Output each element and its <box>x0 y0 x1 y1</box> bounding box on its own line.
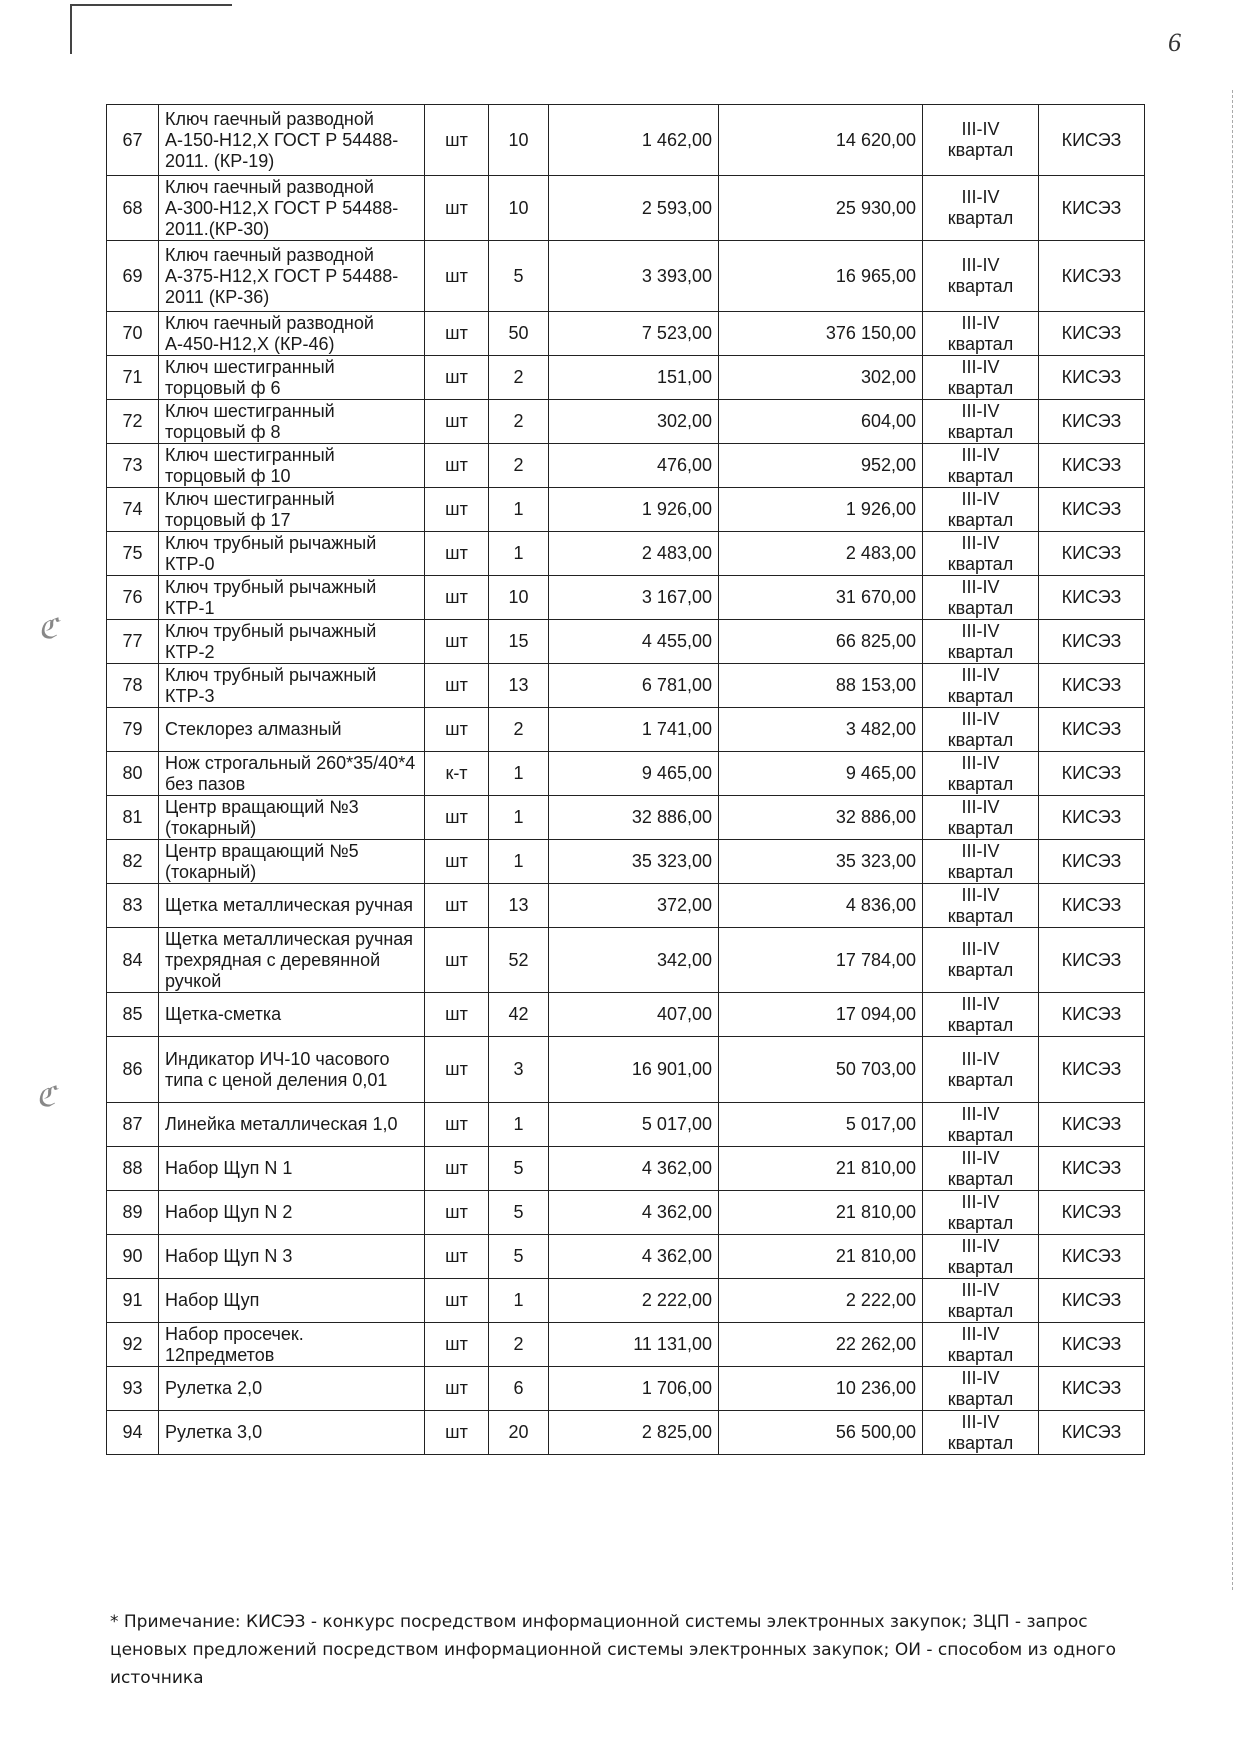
procurement-method: КИСЭЗ <box>1039 1191 1145 1235</box>
total-amount: 35 323,00 <box>719 840 923 884</box>
unit-price: 151,00 <box>549 356 719 400</box>
unit-of-measure: шт <box>425 176 489 241</box>
unit-price: 2 825,00 <box>549 1411 719 1455</box>
unit-price: 372,00 <box>549 884 719 928</box>
table-row <box>107 356 1145 400</box>
item-name: Рулетка 3,0 <box>159 1411 425 1455</box>
row-number: 90 <box>107 1235 159 1279</box>
item-name: Ключ гаечный разводной А-450-Н12,Х (КР-46) <box>159 312 425 356</box>
unit-of-measure: шт <box>425 1147 489 1191</box>
procurement-method: КИСЭЗ <box>1039 1235 1145 1279</box>
unit-price: 4 362,00 <box>549 1191 719 1235</box>
unit-of-measure: шт <box>425 620 489 664</box>
delivery-period: III-IV квартал <box>923 1411 1039 1455</box>
table-row <box>107 664 1145 708</box>
delivery-period: III-IV квартал <box>923 1191 1039 1235</box>
unit-price: 7 523,00 <box>549 312 719 356</box>
quantity: 2 <box>489 1323 549 1367</box>
unit-price: 1 462,00 <box>549 105 719 176</box>
procurement-method: КИСЭЗ <box>1039 241 1145 312</box>
unit-of-measure: шт <box>425 444 489 488</box>
row-number: 91 <box>107 1279 159 1323</box>
table-row <box>107 884 1145 928</box>
unit-of-measure: шт <box>425 796 489 840</box>
procurement-method: КИСЭЗ <box>1039 576 1145 620</box>
quantity: 20 <box>489 1411 549 1455</box>
total-amount: 3 482,00 <box>719 708 923 752</box>
table-row <box>107 1411 1145 1455</box>
quantity: 52 <box>489 928 549 993</box>
unit-price: 3 167,00 <box>549 576 719 620</box>
items-table <box>106 104 1145 1455</box>
item-name: Ключ трубный рычажный КТР-1 <box>159 576 425 620</box>
table-row <box>107 105 1145 176</box>
row-number: 73 <box>107 444 159 488</box>
scan-mark-upper: ℭ <box>38 614 58 645</box>
unit-price: 35 323,00 <box>549 840 719 884</box>
row-number: 76 <box>107 576 159 620</box>
total-amount: 1 926,00 <box>719 488 923 532</box>
total-amount: 22 262,00 <box>719 1323 923 1367</box>
quantity: 1 <box>489 488 549 532</box>
unit-of-measure: шт <box>425 884 489 928</box>
unit-of-measure: шт <box>425 928 489 993</box>
delivery-period: III-IV квартал <box>923 1235 1039 1279</box>
item-name: Стеклорез алмазный <box>159 708 425 752</box>
item-name: Набор Щуп N 2 <box>159 1191 425 1235</box>
table-row <box>107 1235 1145 1279</box>
unit-of-measure: шт <box>425 1037 489 1103</box>
quantity: 13 <box>489 664 549 708</box>
item-name: Ключ трубный рычажный КТР-0 <box>159 532 425 576</box>
delivery-period: III-IV квартал <box>923 928 1039 993</box>
item-name: Линейка металлическая 1,0 <box>159 1103 425 1147</box>
item-name: Щетка металлическая ручная <box>159 884 425 928</box>
row-number: 82 <box>107 840 159 884</box>
total-amount: 14 620,00 <box>719 105 923 176</box>
total-amount: 21 810,00 <box>719 1191 923 1235</box>
quantity: 10 <box>489 176 549 241</box>
item-name: Рулетка 2,0 <box>159 1367 425 1411</box>
table-row <box>107 1367 1145 1411</box>
table-row <box>107 752 1145 796</box>
unit-of-measure: шт <box>425 576 489 620</box>
row-number: 69 <box>107 241 159 312</box>
unit-price: 3 393,00 <box>549 241 719 312</box>
quantity: 15 <box>489 620 549 664</box>
total-amount: 2 483,00 <box>719 532 923 576</box>
total-amount: 604,00 <box>719 400 923 444</box>
quantity: 1 <box>489 1103 549 1147</box>
delivery-period: III-IV квартал <box>923 708 1039 752</box>
unit-price: 4 362,00 <box>549 1235 719 1279</box>
table-row <box>107 1323 1145 1367</box>
delivery-period: III-IV квартал <box>923 1037 1039 1103</box>
row-number: 71 <box>107 356 159 400</box>
row-number: 87 <box>107 1103 159 1147</box>
procurement-method: КИСЭЗ <box>1039 1411 1145 1455</box>
row-number: 75 <box>107 532 159 576</box>
row-number: 88 <box>107 1147 159 1191</box>
item-name: Ключ шестигранный торцовый ф 17 <box>159 488 425 532</box>
delivery-period: III-IV квартал <box>923 532 1039 576</box>
delivery-period: III-IV квартал <box>923 356 1039 400</box>
total-amount: 16 965,00 <box>719 241 923 312</box>
unit-of-measure: шт <box>425 1235 489 1279</box>
row-number: 70 <box>107 312 159 356</box>
unit-of-measure: шт <box>425 993 489 1037</box>
total-amount: 21 810,00 <box>719 1235 923 1279</box>
total-amount: 2 222,00 <box>719 1279 923 1323</box>
delivery-period: III-IV квартал <box>923 993 1039 1037</box>
total-amount: 21 810,00 <box>719 1147 923 1191</box>
total-amount: 50 703,00 <box>719 1037 923 1103</box>
unit-price: 2 222,00 <box>549 1279 719 1323</box>
quantity: 1 <box>489 532 549 576</box>
delivery-period: III-IV квартал <box>923 1323 1039 1367</box>
total-amount: 32 886,00 <box>719 796 923 840</box>
table-row <box>107 1037 1145 1103</box>
footnote: * Примечание: КИСЭЗ - конкурс посредством информационной системы электронных закупок; ЗЦП - запрос ценовых предложений посредством информационной системы электронных закупок; ОИ - способом из одного источника <box>110 1612 1117 1688</box>
row-number: 83 <box>107 884 159 928</box>
item-name: Ключ трубный рычажный КТР-2 <box>159 620 425 664</box>
procurement-method: КИСЭЗ <box>1039 664 1145 708</box>
item-name: Ключ гаечный разводной А-150-Н12,Х ГОСТ Р 54488-2011. (КР-19) <box>159 105 425 176</box>
table-row <box>107 532 1145 576</box>
item-name: Ключ шестигранный торцовый ф 6 <box>159 356 425 400</box>
quantity: 5 <box>489 1191 549 1235</box>
unit-price: 476,00 <box>549 444 719 488</box>
delivery-period: III-IV квартал <box>923 884 1039 928</box>
unit-of-measure: шт <box>425 1367 489 1411</box>
procurement-method: КИСЭЗ <box>1039 176 1145 241</box>
total-amount: 10 236,00 <box>719 1367 923 1411</box>
row-number: 89 <box>107 1191 159 1235</box>
unit-of-measure: шт <box>425 241 489 312</box>
total-amount: 17 784,00 <box>719 928 923 993</box>
item-name: Щетка металлическая ручная трехрядная с деревянной ручкой <box>159 928 425 993</box>
table-row <box>107 1279 1145 1323</box>
quantity: 1 <box>489 1279 549 1323</box>
row-number: 72 <box>107 400 159 444</box>
scan-corner-mark <box>70 4 232 54</box>
unit-price: 11 131,00 <box>549 1323 719 1367</box>
procurement-method: КИСЭЗ <box>1039 444 1145 488</box>
unit-of-measure: шт <box>425 664 489 708</box>
unit-price: 4 455,00 <box>549 620 719 664</box>
procurement-method: КИСЭЗ <box>1039 400 1145 444</box>
quantity: 1 <box>489 752 549 796</box>
item-name: Набор просечек. 12предметов <box>159 1323 425 1367</box>
delivery-period: III-IV квартал <box>923 105 1039 176</box>
unit-of-measure: шт <box>425 708 489 752</box>
quantity: 1 <box>489 796 549 840</box>
total-amount: 376 150,00 <box>719 312 923 356</box>
total-amount: 66 825,00 <box>719 620 923 664</box>
procurement-method: КИСЭЗ <box>1039 105 1145 176</box>
delivery-period: III-IV квартал <box>923 664 1039 708</box>
table-row <box>107 176 1145 241</box>
table-row <box>107 488 1145 532</box>
table-row <box>107 840 1145 884</box>
unit-of-measure: шт <box>425 1279 489 1323</box>
row-number: 78 <box>107 664 159 708</box>
unit-price: 407,00 <box>549 993 719 1037</box>
unit-price: 16 901,00 <box>549 1037 719 1103</box>
quantity: 5 <box>489 1147 549 1191</box>
unit-price: 6 781,00 <box>549 664 719 708</box>
table-row <box>107 993 1145 1037</box>
total-amount: 9 465,00 <box>719 752 923 796</box>
unit-price: 1 741,00 <box>549 708 719 752</box>
procurement-method: КИСЭЗ <box>1039 312 1145 356</box>
total-amount: 17 094,00 <box>719 993 923 1037</box>
procurement-method: КИСЭЗ <box>1039 796 1145 840</box>
procurement-method: КИСЭЗ <box>1039 1279 1145 1323</box>
procurement-method: КИСЭЗ <box>1039 1147 1145 1191</box>
row-number: 68 <box>107 176 159 241</box>
procurement-method: КИСЭЗ <box>1039 356 1145 400</box>
quantity: 2 <box>489 708 549 752</box>
procurement-method: КИСЭЗ <box>1039 1103 1145 1147</box>
unit-price: 5 017,00 <box>549 1103 719 1147</box>
item-name: Набор Щуп N 3 <box>159 1235 425 1279</box>
unit-price: 2 593,00 <box>549 176 719 241</box>
scan-edge-line <box>1232 90 1233 1590</box>
unit-of-measure: шт <box>425 312 489 356</box>
table-row <box>107 1103 1145 1147</box>
row-number: 80 <box>107 752 159 796</box>
total-amount: 31 670,00 <box>719 576 923 620</box>
procurement-method: КИСЭЗ <box>1039 620 1145 664</box>
procurement-method: КИСЭЗ <box>1039 1323 1145 1367</box>
unit-of-measure: шт <box>425 1411 489 1455</box>
unit-price: 1 706,00 <box>549 1367 719 1411</box>
total-amount: 302,00 <box>719 356 923 400</box>
unit-price: 302,00 <box>549 400 719 444</box>
unit-of-measure: шт <box>425 532 489 576</box>
table-row <box>107 1191 1145 1235</box>
procurement-method: КИСЭЗ <box>1039 840 1145 884</box>
item-name: Ключ шестигранный торцовый ф 10 <box>159 444 425 488</box>
quantity: 13 <box>489 884 549 928</box>
table-row <box>107 620 1145 664</box>
quantity: 6 <box>489 1367 549 1411</box>
item-name: Нож строгальный 260*35/40*4 без пазов <box>159 752 425 796</box>
item-name: Ключ гаечный разводной А-300-Н12,Х ГОСТ Р 54488-2011.(КР-30) <box>159 176 425 241</box>
total-amount: 25 930,00 <box>719 176 923 241</box>
unit-price: 9 465,00 <box>549 752 719 796</box>
table-row <box>107 708 1145 752</box>
delivery-period: III-IV квартал <box>923 176 1039 241</box>
delivery-period: III-IV квартал <box>923 576 1039 620</box>
row-number: 77 <box>107 620 159 664</box>
item-name: Ключ шестигранный торцовый ф 8 <box>159 400 425 444</box>
procurement-method: КИСЭЗ <box>1039 1367 1145 1411</box>
procurement-method: КИСЭЗ <box>1039 1037 1145 1103</box>
table-row <box>107 928 1145 993</box>
table-row <box>107 796 1145 840</box>
row-number: 94 <box>107 1411 159 1455</box>
row-number: 85 <box>107 993 159 1037</box>
quantity: 2 <box>489 356 549 400</box>
delivery-period: III-IV квартал <box>923 400 1039 444</box>
unit-price: 4 362,00 <box>549 1147 719 1191</box>
unit-price: 2 483,00 <box>549 532 719 576</box>
unit-of-measure: шт <box>425 356 489 400</box>
quantity: 2 <box>489 400 549 444</box>
unit-of-measure: к-т <box>425 752 489 796</box>
delivery-period: III-IV квартал <box>923 488 1039 532</box>
unit-of-measure: шт <box>425 488 489 532</box>
row-number: 93 <box>107 1367 159 1411</box>
row-number: 79 <box>107 708 159 752</box>
unit-of-measure: шт <box>425 400 489 444</box>
delivery-period: III-IV квартал <box>923 1147 1039 1191</box>
total-amount: 56 500,00 <box>719 1411 923 1455</box>
delivery-period: III-IV квартал <box>923 1103 1039 1147</box>
delivery-period: III-IV квартал <box>923 1279 1039 1323</box>
quantity: 5 <box>489 241 549 312</box>
item-name: Центр вращающий №5 (токарный) <box>159 840 425 884</box>
table-row <box>107 576 1145 620</box>
quantity: 3 <box>489 1037 549 1103</box>
item-name: Набор Щуп N 1 <box>159 1147 425 1191</box>
procurement-method: КИСЭЗ <box>1039 993 1145 1037</box>
procurement-method: КИСЭЗ <box>1039 752 1145 796</box>
scan-mark-lower: ℭ <box>36 1082 56 1113</box>
delivery-period: III-IV квартал <box>923 241 1039 312</box>
unit-of-measure: шт <box>425 1323 489 1367</box>
delivery-period: III-IV квартал <box>923 1367 1039 1411</box>
unit-of-measure: шт <box>425 840 489 884</box>
item-name: Щетка-сметка <box>159 993 425 1037</box>
unit-price: 1 926,00 <box>549 488 719 532</box>
row-number: 81 <box>107 796 159 840</box>
quantity: 5 <box>489 1235 549 1279</box>
item-name: Ключ трубный рычажный КТР-3 <box>159 664 425 708</box>
procurement-method: КИСЭЗ <box>1039 884 1145 928</box>
item-name: Индикатор ИЧ-10 часового типа с ценой деления 0,01 <box>159 1037 425 1103</box>
delivery-period: III-IV квартал <box>923 620 1039 664</box>
quantity: 1 <box>489 840 549 884</box>
table-row <box>107 241 1145 312</box>
quantity: 2 <box>489 444 549 488</box>
item-name: Ключ гаечный разводной А-375-Н12,Х ГОСТ Р 54488-2011 (КР-36) <box>159 241 425 312</box>
total-amount: 952,00 <box>719 444 923 488</box>
procurement-method: КИСЭЗ <box>1039 532 1145 576</box>
items-table-body <box>107 105 1145 1455</box>
delivery-period: III-IV квартал <box>923 752 1039 796</box>
delivery-period: III-IV квартал <box>923 444 1039 488</box>
delivery-period: III-IV квартал <box>923 312 1039 356</box>
unit-of-measure: шт <box>425 1191 489 1235</box>
table-row <box>107 400 1145 444</box>
table-row <box>107 312 1145 356</box>
total-amount: 5 017,00 <box>719 1103 923 1147</box>
procurement-method: КИСЭЗ <box>1039 928 1145 993</box>
quantity: 10 <box>489 576 549 620</box>
item-name: Центр вращающий №3 (токарный) <box>159 796 425 840</box>
row-number: 86 <box>107 1037 159 1103</box>
quantity: 10 <box>489 105 549 176</box>
unit-of-measure: шт <box>425 105 489 176</box>
procurement-method: КИСЭЗ <box>1039 708 1145 752</box>
delivery-period: III-IV квартал <box>923 796 1039 840</box>
table-row <box>107 444 1145 488</box>
procurement-method: КИСЭЗ <box>1039 488 1145 532</box>
table-row <box>107 1147 1145 1191</box>
row-number: 74 <box>107 488 159 532</box>
item-name: Набор Щуп <box>159 1279 425 1323</box>
row-number: 67 <box>107 105 159 176</box>
total-amount: 88 153,00 <box>719 664 923 708</box>
row-number: 84 <box>107 928 159 993</box>
unit-of-measure: шт <box>425 1103 489 1147</box>
row-number: 92 <box>107 1323 159 1367</box>
unit-price: 342,00 <box>549 928 719 993</box>
total-amount: 4 836,00 <box>719 884 923 928</box>
page-number: 6 <box>1168 28 1181 57</box>
delivery-period: III-IV квартал <box>923 840 1039 884</box>
unit-price: 32 886,00 <box>549 796 719 840</box>
quantity: 42 <box>489 993 549 1037</box>
quantity: 50 <box>489 312 549 356</box>
